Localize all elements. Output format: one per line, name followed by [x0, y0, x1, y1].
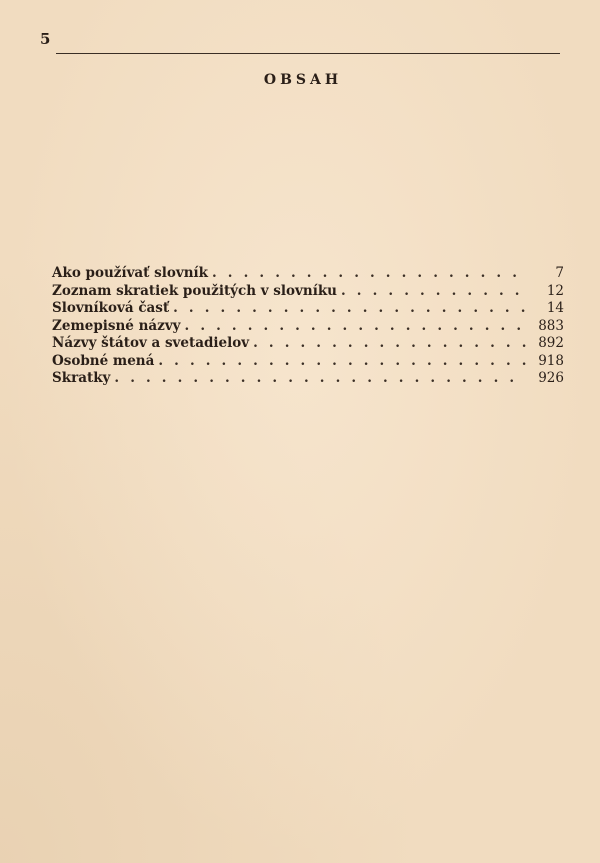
toc-entry-label: Osobné mená [52, 352, 155, 369]
toc-entry-label: Názvy štátov a svetadielov [52, 335, 250, 351]
toc-entry[interactable] [52, 318, 564, 336]
toc-entry-page: 7 [555, 265, 564, 281]
toc-entry-page: 12 [546, 282, 564, 299]
toc-entry-label: Ako používať slovník [52, 265, 208, 281]
toc-leader-dots [114, 370, 526, 388]
toc-entry[interactable] [52, 353, 564, 371]
toc-leader-dots [158, 353, 526, 371]
page-number: 5 [40, 30, 51, 48]
header-rule [56, 53, 560, 54]
toc-entry-page: 926 [538, 370, 564, 386]
toc-leader-dots [185, 318, 526, 336]
toc-entry-page: 14 [546, 300, 564, 316]
toc-leader-dots [212, 265, 526, 283]
table-of-contents [52, 265, 564, 388]
toc-leader-dots [253, 335, 526, 353]
toc-leader-dots [341, 283, 526, 301]
toc-entry-page: 883 [538, 317, 564, 334]
toc-entry-page: 892 [538, 335, 564, 351]
toc-entry-label: Skratky [52, 370, 111, 386]
toc-entry-label: Zoznam skratiek použitých v slovníku [52, 282, 337, 299]
toc-entry-label: Slovníková časť [52, 300, 170, 316]
toc-leader-dots [173, 300, 526, 318]
toc-entry-page: 918 [538, 352, 564, 369]
toc-entry[interactable] [52, 283, 564, 301]
toc-entry-label: Zemepisné názvy [52, 317, 181, 334]
toc-entry[interactable] [52, 335, 564, 353]
toc-entry[interactable] [52, 265, 564, 283]
toc-entry[interactable] [52, 370, 564, 388]
toc-entry[interactable] [52, 300, 564, 318]
page-title: OBSAH [263, 72, 343, 88]
